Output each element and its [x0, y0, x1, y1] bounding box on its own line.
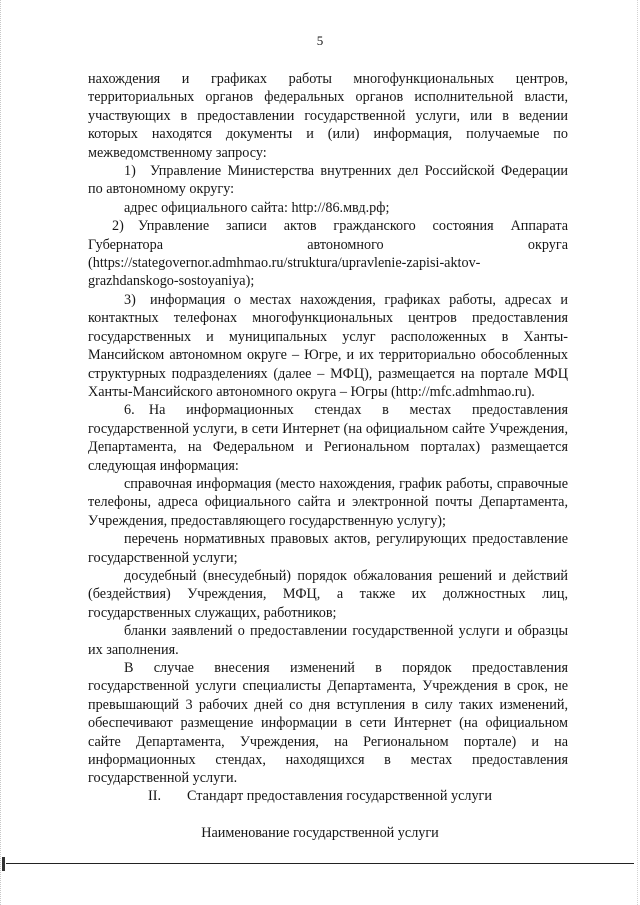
paragraph: 6. На информационных стендах в местах предоставления государственной услуги, в сети Интернет (на официальном сайте Учреждения, Департамента, на Федеральном и Региональном порталах) размещается следующая информация:	[88, 402, 568, 474]
subsection-title: Наименование государственной услуги	[201, 825, 439, 841]
section-number: II.	[148, 788, 162, 804]
bottom-rule	[6, 863, 634, 864]
paragraph: досудебный (внесудебный) порядок обжалования решений и действий (бездействия) Учреждения, МФЦ, а также их должностных лиц, государственных служащих, работников;	[88, 567, 568, 621]
list-item: 1) Управление Министерства внутренних дел Российской Федерации по автономному округу:	[88, 163, 568, 198]
paragraph: перечень нормативных правовых актов, регулирующих предоставление государственной услуги;	[88, 531, 568, 566]
paragraph: адрес официального сайта: http://86.мвд.рф;	[124, 199, 390, 216]
paragraph: справочная информация (место нахождения, график работы, справочные телефоны, адреса официального сайта и электронной почты Департамента, Учреждения, предоставляющего государственную услугу);	[88, 475, 568, 529]
page-left-edge	[0, 0, 3, 905]
document-body	[88, 70, 568, 788]
page-right-edge	[635, 0, 638, 905]
list-item: 3) информация о местах нахождения, графиках работы, адресах и контактных телефонах многофункциональных центров предоставления государственных и муниципальных услуг расположенных в Ханты-Мансийском автономном округе – Югре, и их территориально обособленных структурных подразделениях (далее – МФЦ), размещается на портале МФЦ Ханты-Мансийского автономного округа – Югры (http://mfc.admhmao.ru).	[88, 291, 568, 400]
section-heading	[0, 788, 640, 805]
paragraph: В случае внесения изменений в порядок предоставления государственной услуги специалисты Департамента, Учреждения в срок, не превышающий 3 рабочих дней со дня вступления в силу таких изменений, обеспечивают размещение информации в сети Интернет (на официальном сайте Департамента, Учреждения, на Региональном портале) и на информационных стендах, находящихся в местах предоставления государственной услуги.	[88, 660, 568, 787]
page-number: 5	[316, 33, 324, 48]
paragraph: бланки заявлений о предоставлении государственной услуги и образцы их заполнения.	[88, 623, 568, 658]
scan-edge-mark	[2, 857, 5, 871]
section-title: Стандарт предоставления государственной услуги	[187, 788, 492, 804]
paragraph: нахождения и графиках работы многофункциональных центров, территориальных органов федеральных органов исполнительной власти, участвующих в предоставлении государственной услуги, или в ведении которых находятся документы и (или) информация, получаемые по межведомственному запросу:	[88, 71, 568, 161]
list-item: 2) Управление записи актов гражданского состояния Аппарата Губернатора автономного округа (https://stategovernor.admhmao.ru/struktura/upravlenie-zapisi-aktov-grazhdanskogo-sostoyaniya);	[88, 218, 568, 290]
